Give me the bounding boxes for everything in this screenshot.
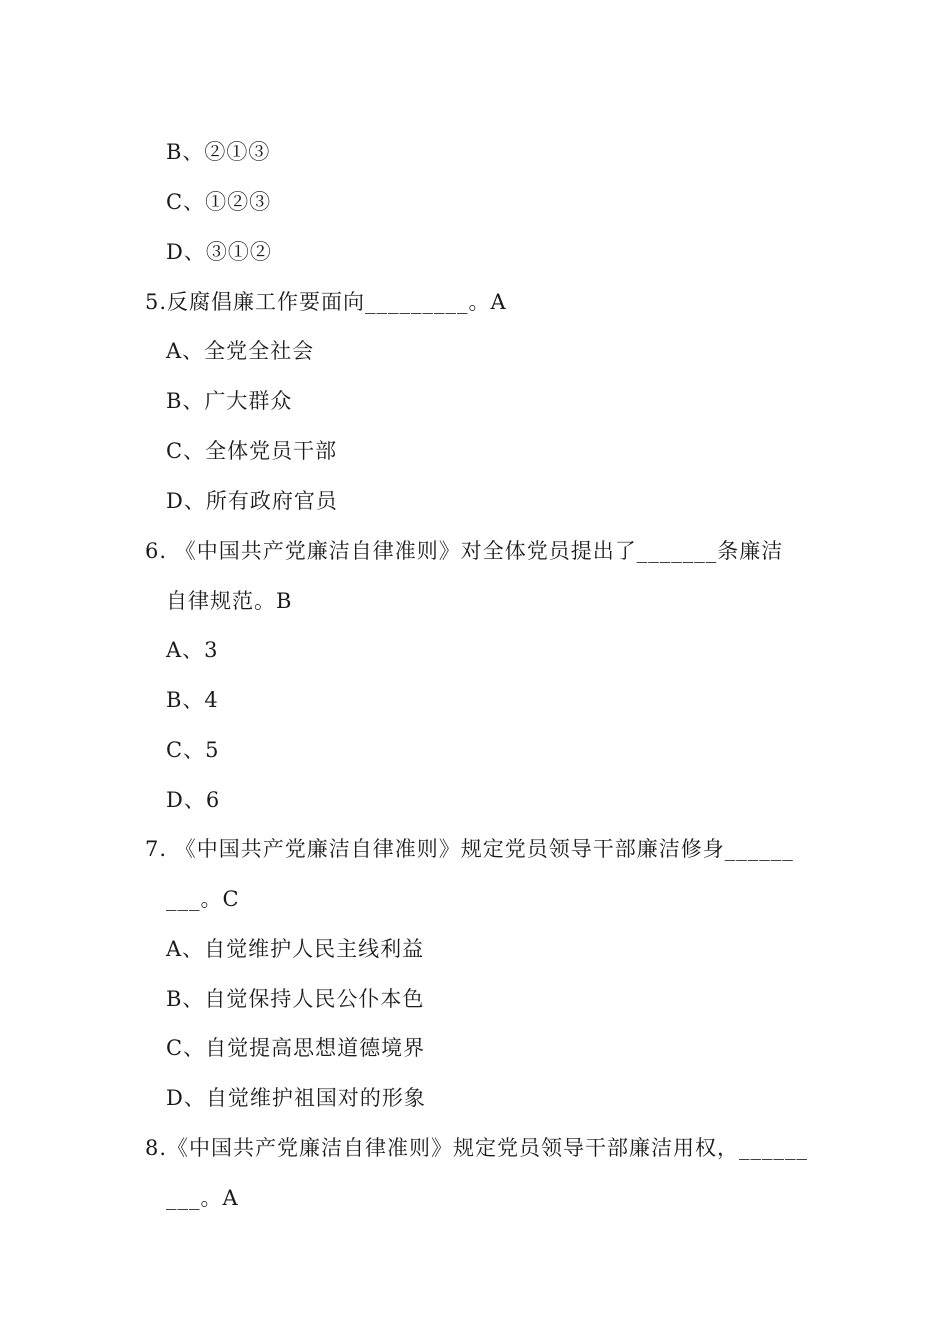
- question-8-continued: ___。A: [166, 1186, 239, 1210]
- option-b-q7: B、自觉保持人民公仆本色: [166, 987, 425, 1011]
- option-d-q5: D、所有政府官员: [166, 489, 338, 513]
- option-d-q4: D、③①②: [166, 240, 272, 264]
- option-d-q6: D、6: [166, 788, 221, 812]
- option-c-q7: C、自觉提高思想道德境界: [166, 1036, 426, 1060]
- question-6-continued: 自律规范。B: [166, 589, 293, 613]
- option-b-q6: B、4: [166, 688, 219, 712]
- option-a-q7: A、自觉维护人民主线利益: [166, 937, 425, 961]
- option-c-q5: C、全体党员干部: [166, 439, 338, 463]
- option-b-q5: B、广大群众: [166, 389, 293, 413]
- question-7-continued: ___。C: [166, 887, 240, 911]
- option-d-q7: D、自觉维护祖国对的形象: [166, 1086, 426, 1110]
- question-6: 6. 《中国共产党廉洁自律准则》对全体党员提出了_______条廉洁: [145, 539, 784, 563]
- option-c-q4: C、①②③: [166, 190, 272, 214]
- question-7: 7. 《中国共产党廉洁自律准则》规定党员领导干部廉洁修身______: [145, 837, 794, 861]
- option-b-q4: B、②①③: [166, 140, 271, 164]
- option-a-q6: A、3: [166, 638, 219, 662]
- option-a-q5: A、全党全社会: [166, 339, 315, 363]
- option-c-q6: C、5: [166, 738, 220, 762]
- question-5: 5.反腐倡廉工作要面向_________。A: [145, 290, 507, 314]
- question-8: 8.《中国共产党廉洁自律准则》规定党员领导干部廉洁用权，______: [145, 1136, 809, 1160]
